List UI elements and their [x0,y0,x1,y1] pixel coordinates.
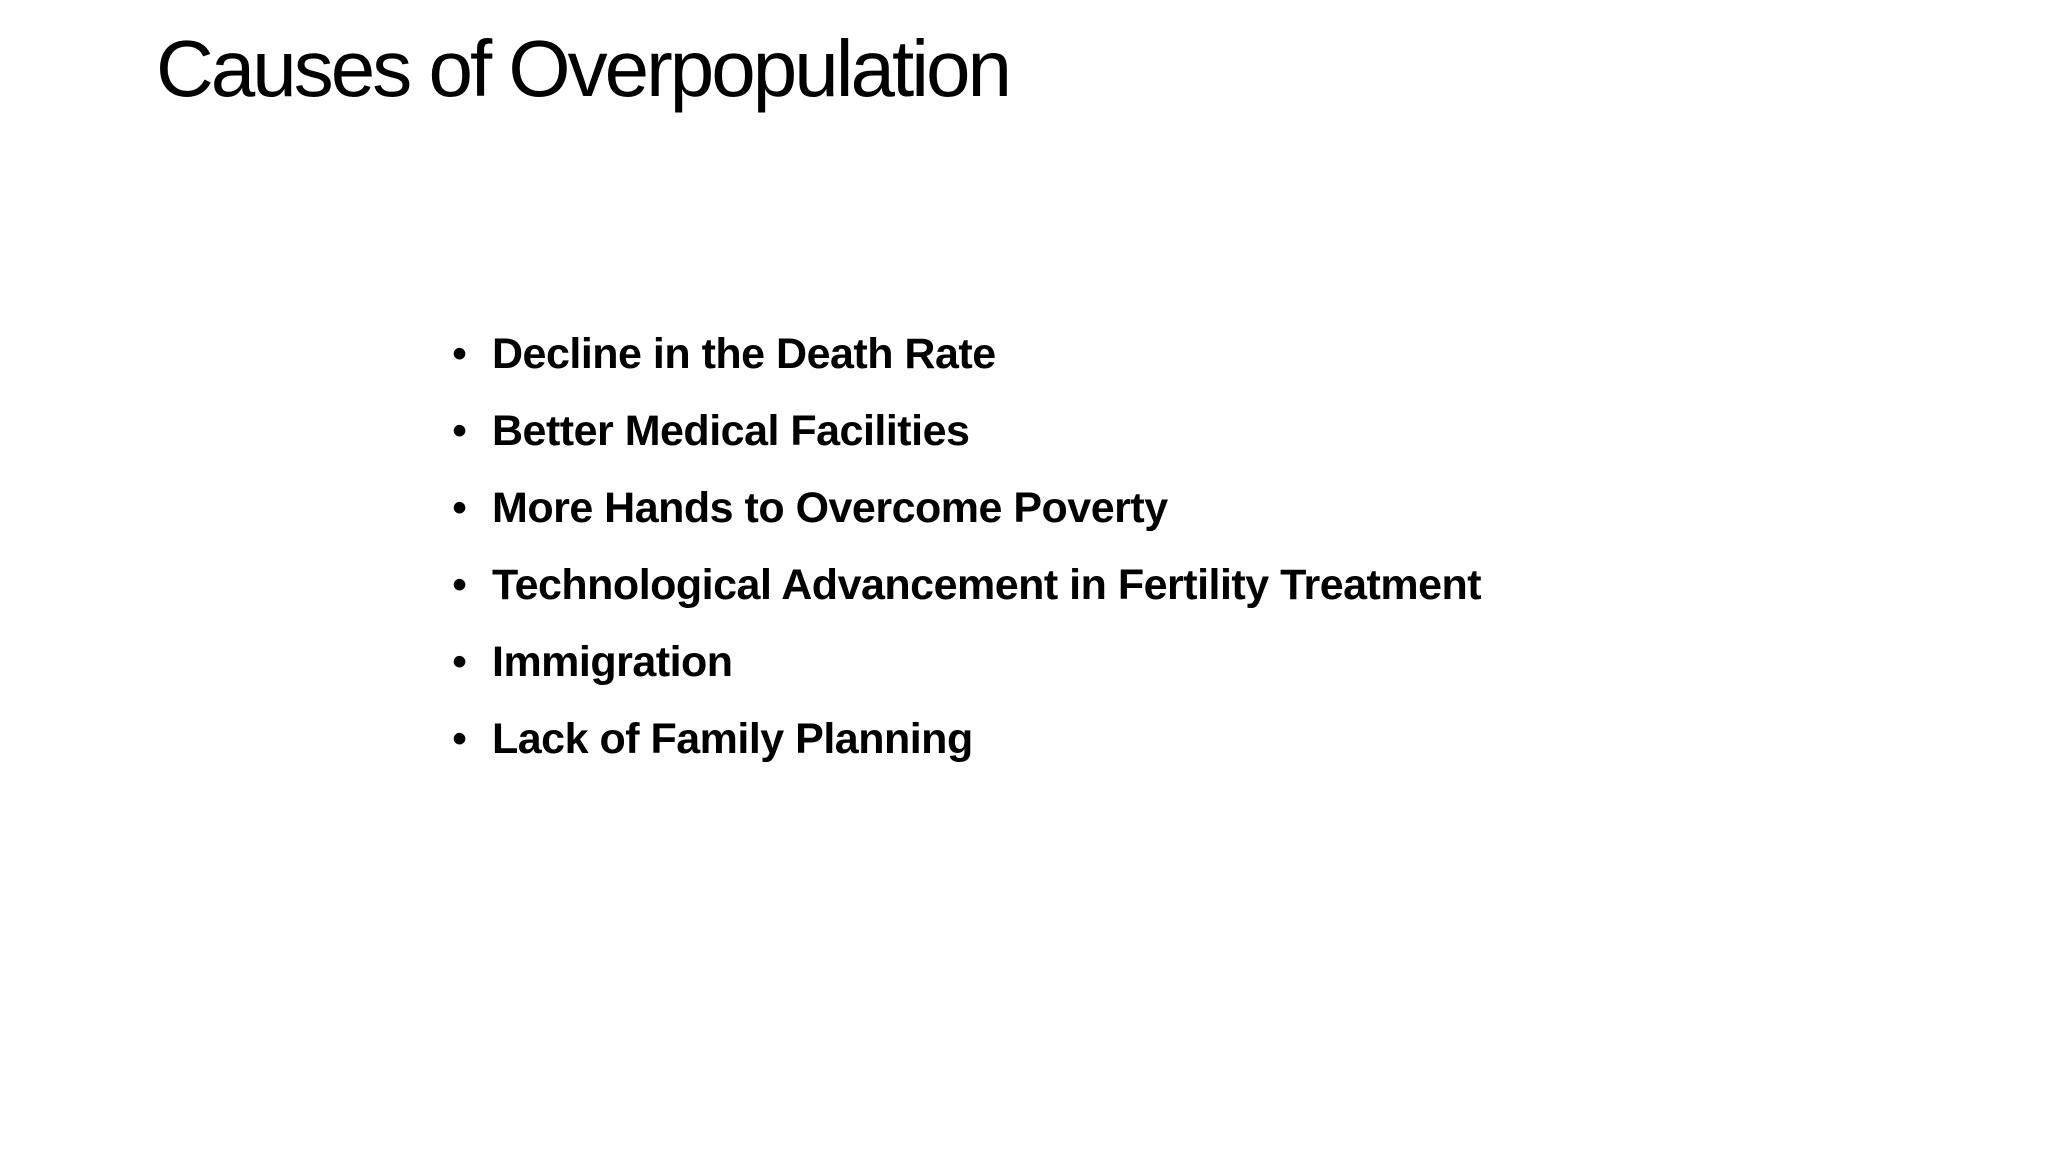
list-item [452,547,1481,624]
list-item [452,316,1481,393]
bullet-icon: • [452,715,467,763]
bullet-list [452,316,1481,778]
bullet-text: Lack of Family Planning [492,715,973,763]
bullet-icon: • [452,638,467,686]
bullet-text: Technological Advancement in Fertility Treatment [492,561,1482,609]
bullet-text: More Hands to Overcome Poverty [492,484,1168,532]
list-item [452,393,1481,470]
bullet-text: Immigration [492,638,733,686]
bullet-icon: • [452,330,467,378]
bullet-icon: • [452,561,467,609]
bullet-text: Better Medical Facilities [492,407,970,455]
bullet-icon: • [452,407,467,455]
slide-title: Causes of Overpopulation [156,24,1009,113]
bullet-icon: • [452,484,467,532]
bullet-text: Decline in the Death Rate [492,330,996,378]
list-item [452,701,1481,778]
list-item [452,624,1481,701]
list-item [452,470,1481,547]
